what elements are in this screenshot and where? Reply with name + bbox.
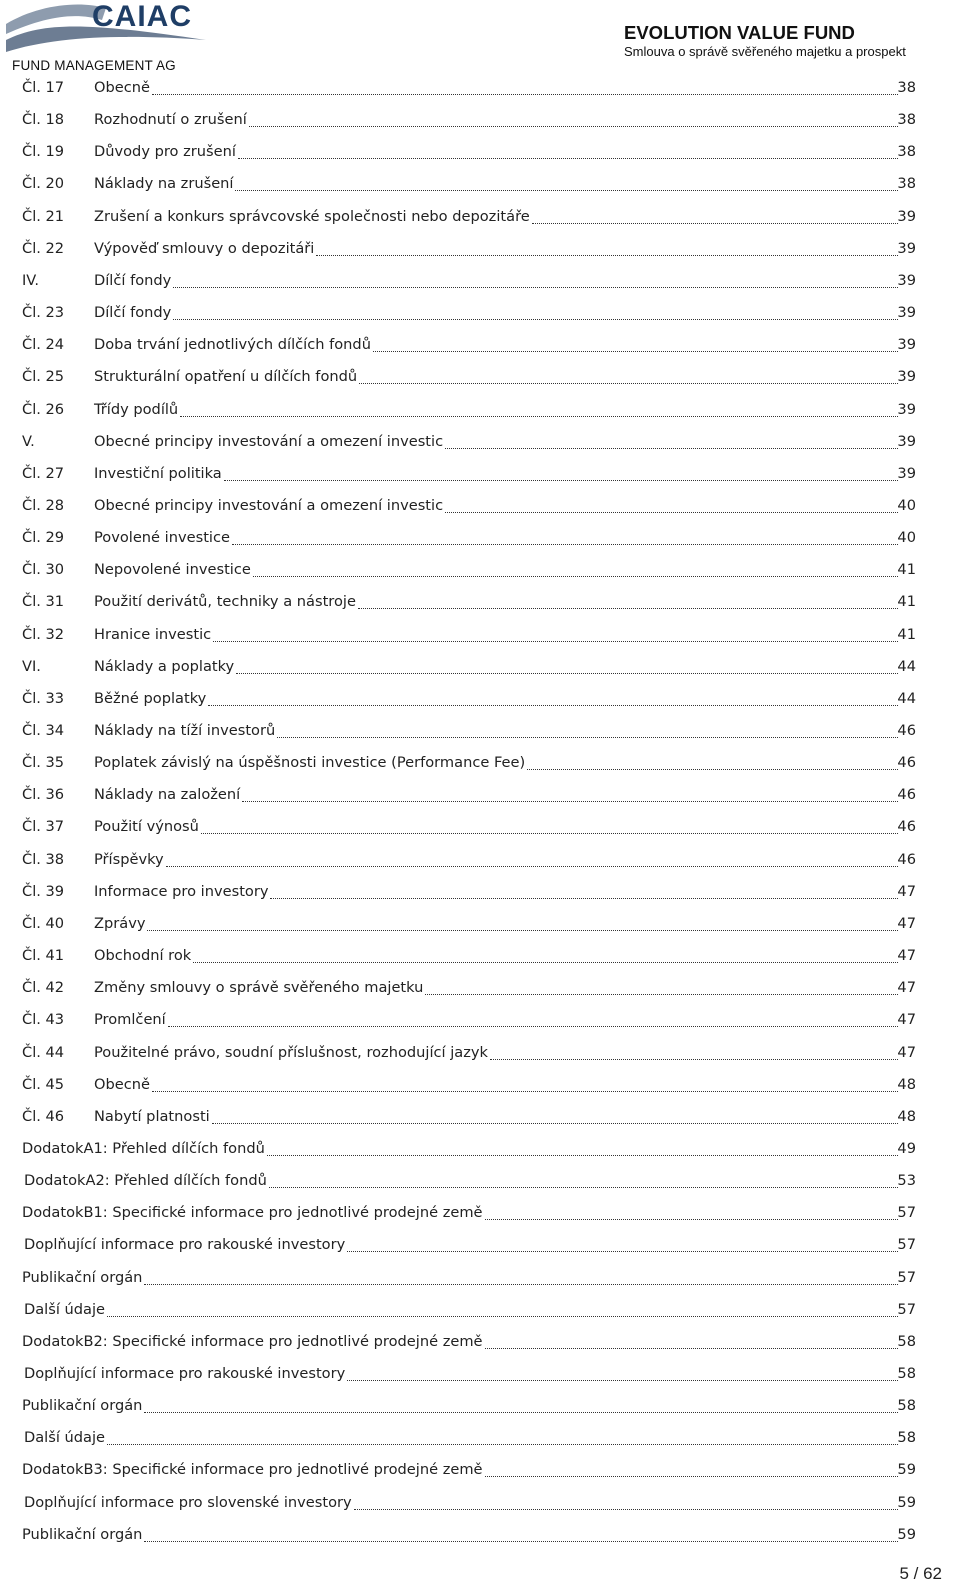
toc-entry-page: 58 [897, 1365, 916, 1382]
toc-entry[interactable] [0, 587, 960, 619]
toc-entry-leader [208, 705, 898, 706]
toc-entry[interactable] [0, 909, 960, 941]
toc-entry-leader [232, 544, 898, 545]
toc-entry-page: 40 [897, 496, 916, 514]
toc-entry[interactable] [0, 780, 960, 812]
toc-entry-leader [147, 930, 898, 931]
toc-entry-page: 57 [897, 1300, 916, 1318]
toc-entry[interactable] [0, 1488, 960, 1520]
toc-entry-page: 41 [897, 593, 916, 611]
toc-entry-page: 39 [897, 207, 916, 225]
toc-entry-title: Publikační orgán [22, 1525, 143, 1543]
toc-entry-leader [224, 480, 898, 481]
toc-entry[interactable] [0, 523, 960, 555]
toc-entry-page: 47 [897, 979, 916, 997]
toc-entry-page: 47 [897, 1043, 916, 1061]
toc-entry-title: Obecně [94, 1075, 150, 1093]
toc-entry[interactable] [0, 877, 960, 909]
toc-entry-title: Další údaje [24, 1300, 106, 1318]
toc-entry-title: Náklady na založení [94, 786, 241, 804]
toc-entry[interactable] [0, 491, 960, 523]
toc-entry-number: Čl. 41 [22, 947, 65, 965]
toc-entry[interactable] [0, 1038, 960, 1070]
toc-entry[interactable] [0, 1005, 960, 1037]
toc-entry-number: Čl. 46 [22, 1107, 65, 1125]
toc-entry-title: Náklady a poplatky [94, 657, 235, 675]
toc-entry-title: Zrušení a konkurs správcovské společnosti nebo depozitáře [94, 207, 530, 225]
toc-entry-title: Nepovolené investice [94, 561, 251, 579]
toc-entry-leader [490, 1059, 898, 1060]
toc-entry-title: Strukturální opatření u dílčích fondů [94, 368, 358, 386]
toc-entry-title: DodatokA2: Přehled dílčích fondů [24, 1172, 267, 1190]
toc-entry-page: 39 [897, 239, 916, 257]
toc-entry[interactable] [0, 812, 960, 844]
toc-entry-title: Obecně [94, 79, 150, 96]
toc-entry-leader [316, 255, 898, 256]
toc-entry-leader [373, 351, 898, 352]
toc-entry-page: 47 [897, 1011, 916, 1029]
toc-entry-page: 39 [897, 271, 916, 289]
toc-entry-page: 39 [897, 464, 916, 482]
toc-entry-number: Čl. 29 [22, 529, 65, 547]
toc-entry-page: 39 [897, 432, 916, 450]
toc-entry-title: Investiční politika [94, 464, 222, 482]
toc-entry-page: 39 [897, 400, 916, 418]
toc-entry-leader [425, 994, 898, 995]
toc-entry-number: Čl. 43 [22, 1011, 65, 1029]
toc-entry-leader [532, 223, 898, 224]
toc-entry[interactable] [0, 1295, 960, 1327]
toc-entry[interactable] [0, 1263, 960, 1295]
toc-entry-title: Dílčí fondy [94, 271, 172, 289]
toc-entry-title: Výpověď smlouvy o depozitáři [94, 239, 315, 257]
toc-entry-page: 57 [897, 1204, 916, 1222]
toc-entry-page: 44 [897, 689, 916, 707]
toc-entry-title: Obecné principy investování a omezení investic [94, 432, 444, 450]
toc-entry-page: 47 [897, 914, 916, 932]
toc-entry-page: 39 [897, 304, 916, 322]
toc-entry-leader [193, 962, 898, 963]
toc-entry-number: IV. [22, 271, 40, 289]
toc-entry-number: Čl. 17 [22, 79, 65, 96]
toc-entry-title: DodatokA1: Přehled dílčích fondů [22, 1139, 265, 1157]
toc-entry-number: Čl. 24 [22, 336, 65, 354]
toc-entry-page: 38 [897, 175, 916, 193]
toc-entry-title: Doplňující informace pro rakouské investory [24, 1236, 346, 1254]
toc-entry-leader [358, 608, 898, 609]
toc-entry[interactable] [0, 1230, 960, 1262]
logo-wordmark: CAIAC [92, 0, 192, 33]
page-indicator: 5 / 62 [899, 1564, 942, 1583]
toc-entry-number: Čl. 25 [22, 368, 65, 386]
toc-entry-page: 46 [897, 850, 916, 868]
page-header [0, 0, 960, 76]
toc-entry-number: Čl. 23 [22, 304, 65, 322]
toc-entry-leader [267, 1155, 898, 1156]
toc-entry[interactable] [0, 1134, 960, 1166]
toc-entry-leader [485, 1476, 898, 1477]
toc-entry-title: Nabytí platnosti [94, 1107, 210, 1125]
toc-entry-title: Publikační orgán [22, 1397, 143, 1415]
toc-entry-title: Poplatek závislý na úspěšnosti investice (Performance Fee) [94, 754, 526, 772]
toc-entry-page: 48 [897, 1107, 916, 1125]
toc-entry-number: Čl. 45 [22, 1075, 65, 1093]
toc-entry-leader [354, 1509, 898, 1510]
toc-entry[interactable] [0, 845, 960, 877]
toc-entry-number: Čl. 40 [22, 914, 65, 932]
toc-entry-leader [445, 448, 898, 449]
toc-entry-title: Doba trvání jednotlivých dílčích fondů [94, 336, 371, 354]
toc-entry-number: Čl. 33 [22, 689, 65, 707]
toc-entry-leader [236, 673, 898, 674]
toc-entry-leader [269, 1187, 898, 1188]
toc-entry-title: Rozhodnutí o zrušení [94, 111, 247, 129]
toc-entry-title: Další údaje [24, 1429, 106, 1447]
toc-entry-title: Příspěvky [94, 850, 164, 868]
toc-entry-title: Doplňující informace pro slovenské investory [24, 1493, 352, 1511]
toc-entry-leader [144, 1284, 898, 1285]
toc-entry-number: Čl. 38 [22, 850, 65, 868]
toc-entry[interactable] [0, 1102, 960, 1134]
toc-entry-number: Čl. 36 [22, 786, 65, 804]
toc-entry[interactable] [0, 716, 960, 748]
toc-entry-leader [168, 1026, 898, 1027]
toc-entry-page: 53 [897, 1172, 916, 1190]
toc-entry-number: Čl. 19 [22, 143, 65, 161]
toc-entry-title: Obchodní rok [94, 947, 192, 965]
toc-entry[interactable] [0, 459, 960, 491]
toc-entry-title: DodatokB1: Specifické informace pro jednotlivé prodejné země [22, 1204, 483, 1222]
toc-entry-number: Čl. 18 [22, 111, 65, 129]
toc-entry-title: Informace pro investory [94, 882, 269, 900]
toc-entry-leader [270, 898, 898, 899]
toc-entry-page: 46 [897, 754, 916, 772]
toc-entry-leader [107, 1444, 898, 1445]
toc-entry-page: 59 [897, 1493, 916, 1511]
toc-entry[interactable] [0, 941, 960, 973]
toc-entry-leader [277, 737, 898, 738]
toc-entry-number: Čl. 42 [22, 979, 65, 997]
toc-entry-title: Obecné principy investování a omezení investic [94, 496, 444, 514]
toc-entry[interactable] [0, 330, 960, 362]
toc-entry-leader [180, 416, 898, 417]
toc-entry-leader [173, 287, 898, 288]
toc-entry[interactable] [0, 684, 960, 716]
toc-entry-page: 49 [897, 1139, 916, 1157]
toc-entry-page: 38 [897, 111, 916, 129]
toc-entry-number: V. [22, 432, 35, 450]
toc-entry-leader [249, 126, 898, 127]
toc-entry-page: 58 [897, 1429, 916, 1447]
toc-entry[interactable] [0, 1359, 960, 1391]
toc-entry-leader [144, 1412, 898, 1413]
toc-entry[interactable] [0, 1166, 960, 1198]
toc-entry[interactable] [0, 202, 960, 234]
logo-subtitle: FUND MANAGEMENT AG [12, 58, 176, 73]
toc-entry-page: 38 [897, 143, 916, 161]
toc-entry-number: Čl. 35 [22, 754, 65, 772]
toc-entry-title: Doplňující informace pro rakouské investory [24, 1365, 346, 1382]
toc-entry[interactable] [0, 1423, 960, 1455]
toc-entry[interactable] [0, 652, 960, 684]
toc-entry-number: Čl. 31 [22, 593, 65, 611]
fund-subtitle: Smlouva o správě svěřeného majetku a prospekt [624, 44, 906, 59]
toc-entry-page: 59 [897, 1525, 916, 1543]
toc-entry-title: Hranice investic [94, 625, 212, 643]
toc-entry-title: Změny smlouvy o správě svěřeného majetku [94, 979, 424, 997]
toc-entry[interactable] [0, 1455, 960, 1487]
toc-entry-title: Důvody pro zrušení [94, 143, 236, 161]
toc-entry-leader [107, 1316, 898, 1317]
toc-entry-page: 47 [897, 947, 916, 965]
toc-entry-page: 59 [897, 1461, 916, 1479]
fund-title-block [618, 22, 938, 60]
toc-entry-leader [242, 801, 898, 802]
toc-entry-leader [485, 1219, 898, 1220]
toc-entry-page: 39 [897, 336, 916, 354]
toc-entry-page: 40 [897, 529, 916, 547]
toc-entry-page: 47 [897, 882, 916, 900]
toc-entry-page: 46 [897, 786, 916, 804]
toc-entry-leader [212, 1123, 898, 1124]
toc-entry-title: Běžné poplatky [94, 689, 207, 707]
toc-entry-leader [152, 1091, 898, 1092]
toc-entry-number: Čl. 20 [22, 175, 65, 193]
toc-entry-title: Povolené investice [94, 529, 230, 547]
toc-entry-number: Čl. 39 [22, 882, 65, 900]
toc-entry-title: Promlčení [94, 1011, 166, 1029]
toc-entry-page: 46 [897, 722, 916, 739]
toc-entry-title: Dílčí fondy [94, 304, 172, 322]
toc-entry-leader [144, 1541, 898, 1542]
toc-entry[interactable] [0, 620, 960, 652]
toc-entry-leader [253, 576, 898, 577]
toc-entry-leader [527, 769, 898, 770]
toc-entry[interactable] [0, 1391, 960, 1423]
toc-entry-title: Publikační orgán [22, 1268, 143, 1286]
toc-entry-number: Čl. 28 [22, 496, 65, 514]
toc-entry[interactable] [0, 555, 960, 587]
toc-entry[interactable] [0, 973, 960, 1005]
fund-name: EVOLUTION VALUE FUND [624, 22, 855, 43]
toc-entry[interactable] [0, 73, 960, 105]
toc-entry-page: 58 [897, 1397, 916, 1415]
toc-entry[interactable] [0, 1327, 960, 1359]
toc-entry[interactable] [0, 1070, 960, 1102]
toc-entry-number: Čl. 32 [22, 625, 65, 643]
toc-entry[interactable] [0, 105, 960, 137]
toc-entry-leader [166, 866, 898, 867]
toc-entry[interactable] [0, 169, 960, 201]
toc-entry-number: Čl. 22 [22, 239, 65, 257]
toc-entry[interactable] [0, 1520, 960, 1552]
toc-entry-title: DodatokB2: Specifické informace pro jednotlivé prodejné země [22, 1332, 483, 1350]
toc-entry-number: Čl. 37 [22, 818, 65, 836]
toc-entry[interactable] [0, 1198, 960, 1230]
toc-entry-leader [485, 1348, 898, 1349]
toc-entry-leader [213, 641, 898, 642]
toc-entry-title: Použitelné právo, soudní příslušnost, rozhodující jazyk [94, 1043, 488, 1061]
toc-entry[interactable] [0, 395, 960, 427]
toc-entry-page: 48 [897, 1075, 916, 1093]
toc-entry-number: Čl. 30 [22, 561, 65, 579]
toc-entry-title: Použití derivátů, techniky a nástroje [94, 593, 356, 611]
toc-entry-leader [359, 383, 898, 384]
toc-entry-leader [238, 158, 898, 159]
toc-entry-leader [347, 1380, 898, 1381]
toc-entry-page: 57 [897, 1236, 916, 1254]
toc-entry-number: Čl. 26 [22, 400, 65, 418]
toc-entry-title: Zprávy [94, 914, 146, 932]
toc-entry-page: 44 [897, 657, 916, 675]
toc-entry[interactable] [0, 427, 960, 459]
toc-entry-page: 41 [897, 625, 916, 643]
toc-entry-leader [347, 1251, 898, 1252]
toc-entry-leader [201, 833, 898, 834]
toc-entry-page: 57 [897, 1268, 916, 1286]
toc-entry-title: Použití výnosů [94, 818, 199, 836]
company-logo [6, 0, 216, 76]
toc-entry-title: DodatokB3: Specifické informace pro jednotlivé prodejné země [22, 1461, 483, 1479]
toc-entry[interactable] [0, 362, 960, 394]
toc-entry-number: VI. [22, 657, 41, 675]
toc-entry[interactable] [0, 748, 960, 780]
toc-entry-title: Náklady na tíží investorů [94, 722, 276, 739]
toc-entry-number: Čl. 34 [22, 722, 65, 739]
toc-entry[interactable] [0, 298, 960, 330]
toc-entry[interactable] [0, 266, 960, 298]
toc-entry-number: Čl. 21 [22, 207, 65, 225]
toc-entry-page: 58 [897, 1332, 916, 1350]
toc-entry-number: Čl. 44 [22, 1043, 65, 1061]
toc-entry[interactable] [0, 137, 960, 169]
toc-entry-page: 38 [897, 79, 916, 96]
toc-entry-title: Třídy podílů [94, 400, 179, 418]
toc-entry-number: Čl. 27 [22, 464, 65, 482]
toc-entry-leader [173, 319, 898, 320]
toc-entry-page: 39 [897, 368, 916, 386]
toc-entry-page: 46 [897, 818, 916, 836]
toc-entry-leader [445, 512, 898, 513]
toc-entry[interactable] [0, 234, 960, 266]
toc-entry-leader [235, 190, 898, 191]
toc-entry-leader [152, 94, 898, 95]
toc-entry-page: 41 [897, 561, 916, 579]
toc-entry-title: Náklady na zrušení [94, 175, 234, 193]
